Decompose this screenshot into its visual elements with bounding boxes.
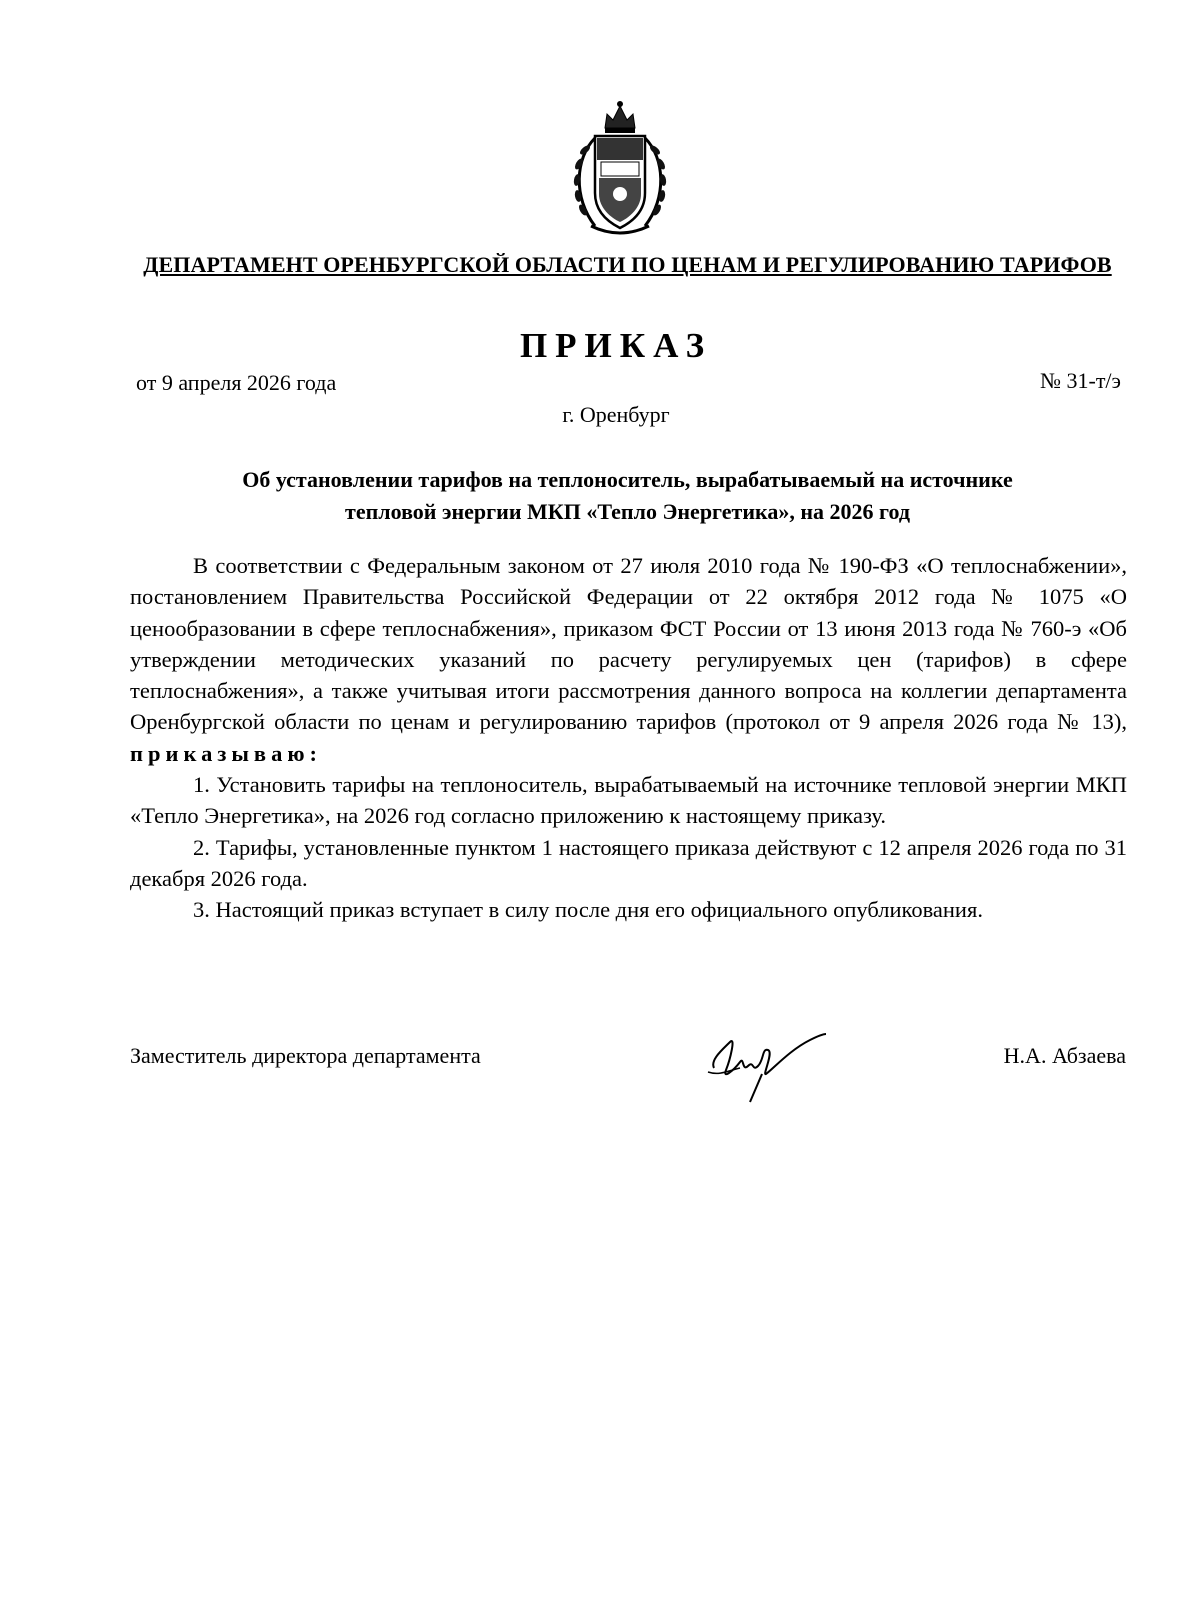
order-item-1: 1. Установить тарифы на теплоноситель, вырабатываемый на источнике тепловой энергии МКП «Тепло Энергетика», на 2026 год согласно приложению к настоящему приказу. (130, 772, 1127, 829)
preamble-text: В соответствии с Федеральным законом от 27 июля 2010 года № 190-ФЗ «О теплоснабжении», постановлением Правительства Российской Федерации от 22 октября 2012 года № 1075 «О ценообразовании в сфере теплоснабжения», приказом ФСТ России от 13 июня 2013 года № 760-э «Об утверждении методических указаний по расчету регулируемых цен (тарифов) в сфере теплоснабжения», а также учитывая итоги рассмотрения данного вопроса на коллегии департамента Оренбургской области по ценам и регулированию тарифов (протокол от 9 апреля 2026 года № 13), (130, 553, 1127, 735)
order-date: от 9 апреля 2026 года (136, 370, 337, 395)
order-city: г. Оренбург (562, 402, 670, 427)
department-name: ДЕПАРТАМЕНТ ОРЕНБУРГСКОЙ ОБЛАСТИ ПО ЦЕНАМ И РЕГУЛИРОВАНИЮ ТАРИФОВ (143, 252, 1112, 277)
subject-line-2: тепловой энергии МКП «Тепло Энергетика», на 2026 год (345, 499, 910, 524)
signer-name: Н.А. Абзаева (1003, 1043, 1126, 1068)
order-word: приказываю: (130, 740, 323, 766)
order-item-3: 3. Настоящий приказ вступает в силу после дня его официального опубликования. (193, 897, 983, 923)
order-title: ПРИКАЗ (519, 326, 713, 365)
signer-title: Заместитель директора департамента (130, 1043, 481, 1068)
order-number: № 31-т/э (1040, 368, 1121, 393)
handwritten-signature (700, 1020, 830, 1105)
subject-line-1: Об установлении тарифов на теплоноситель, вырабатываемый на источнике (242, 467, 1013, 492)
order-subject (130, 464, 1125, 528)
order-body (130, 550, 1127, 926)
coat-of-arms-emblem (565, 98, 675, 240)
order-item-2: 2. Тарифы, установленные пунктом 1 настоящего приказа действуют с 12 апреля 2026 года по 31 декабря 2026 года. (130, 834, 1127, 891)
preamble-paragraph (130, 550, 1127, 769)
